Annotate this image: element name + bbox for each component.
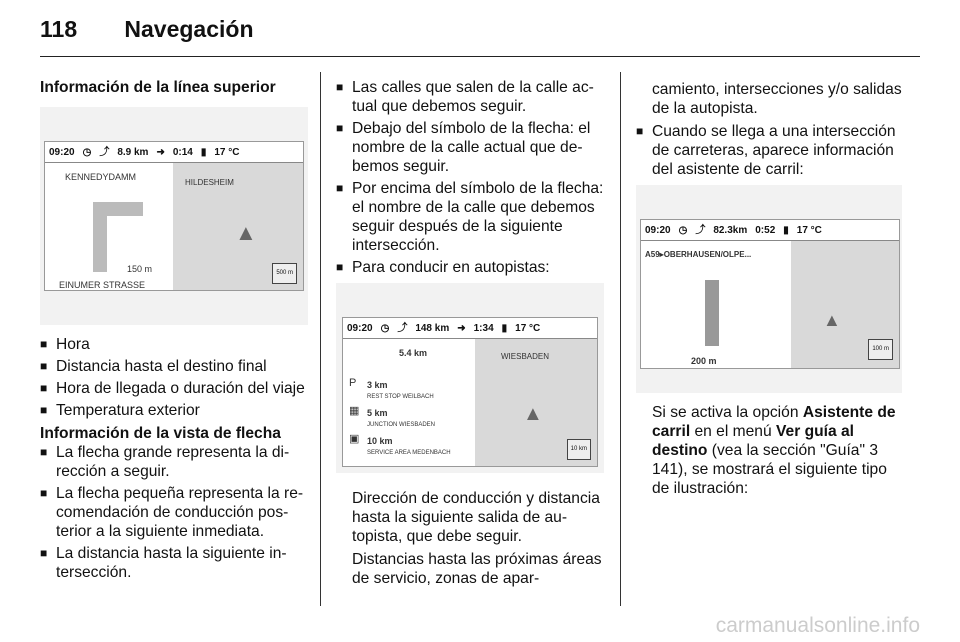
- figure-motorway: [336, 283, 604, 473]
- map-view: [475, 339, 597, 466]
- list-item: ■ Distancia hasta el destino final: [40, 357, 308, 376]
- text: 141), se mostrará el siguiente tipo de ilustración:: [652, 461, 887, 497]
- position-arrow-icon: ▲: [523, 403, 543, 425]
- column-divider: [620, 72, 621, 606]
- poi-name: SERVICE AREA MEDENBACH: [367, 450, 451, 456]
- list-item: ■ Hora: [40, 335, 308, 354]
- nav-screen: [44, 141, 304, 291]
- distance-readout: 82.3km: [713, 224, 748, 236]
- page-ref-icon: 3: [869, 442, 879, 459]
- eta-readout: 1:34: [473, 322, 494, 334]
- list-item: ■ La flecha pequeña representa la recomendación de conducción posterior a la siguiente inmediata.: [40, 484, 308, 541]
- thermometer-icon: ▮: [501, 322, 508, 334]
- distance-icon: ⤴: [397, 322, 408, 334]
- time-readout: 09:20: [645, 224, 671, 236]
- city-label: HILDESHEIM: [185, 178, 234, 187]
- distance-readout: 8.9 km: [117, 146, 149, 158]
- street-top: KENNEDYDAMM: [65, 172, 137, 182]
- column-1: [40, 78, 308, 585]
- position-arrow-icon: ▲: [235, 220, 257, 245]
- distance-icon: ⤴: [99, 146, 110, 158]
- text: Si se activa la opción: [652, 404, 803, 421]
- column-divider: [320, 72, 321, 606]
- eta-icon: ➜: [457, 322, 466, 334]
- list-item: ■ Para conducir en autopistas:: [336, 258, 604, 277]
- page-title: Navegación: [124, 16, 254, 42]
- poi-name: REST STOP WEILBACH: [367, 394, 434, 400]
- section-heading: Información de la vista de flecha: [40, 425, 281, 442]
- text: en el menú: [690, 423, 776, 440]
- map-view: [791, 241, 899, 368]
- page-number: 118: [40, 16, 78, 42]
- status-bar: [343, 318, 597, 339]
- map-scale: 500 m: [272, 263, 297, 284]
- clock-icon: ◷: [82, 146, 92, 158]
- paragraph: camiento, intersecciones y/o salidas de la autopista.: [652, 81, 902, 117]
- map-scale: 10 km: [567, 439, 591, 460]
- column-3: [636, 80, 902, 498]
- section-heading: Información de la línea superior: [40, 79, 276, 96]
- arrow-view-list: [40, 443, 308, 582]
- position-arrow-icon: ▲: [823, 310, 841, 330]
- top-line-list: [40, 335, 308, 420]
- list-item: ■ Debajo del símbolo de la flecha: el nombre de la calle actual que debemos seguir.: [336, 119, 604, 176]
- thermometer-icon: ▮: [200, 146, 207, 158]
- list-item: ■ Cuando se llega a una intersección de carreteras, aparece información del asistente de carril:: [636, 122, 902, 179]
- parking-icon: P: [349, 377, 357, 389]
- list-item: ■ Por encima del símbolo de la flecha: el nombre de la calle que debemos seguir después de la siguiente intersección.: [336, 179, 604, 255]
- eta-icon: ➜: [156, 146, 165, 158]
- nav-screen: [342, 317, 598, 467]
- list-item: ■ Las calles que salen de la calle actual que debemos seguir.: [336, 78, 604, 116]
- temperature-readout: 17 °C: [214, 146, 240, 158]
- eta-readout: 0:52: [755, 224, 776, 236]
- temperature-readout: 17 °C: [796, 224, 822, 236]
- clock-icon: ◷: [678, 224, 688, 236]
- poi-distance: 5 km: [367, 408, 388, 418]
- distance-top: 5.4 km: [399, 348, 428, 358]
- nav-screen: [640, 219, 900, 369]
- status-bar: [641, 220, 899, 241]
- arrow-view-list-continued: [336, 78, 604, 277]
- eta-readout: 0:14: [172, 146, 193, 158]
- list-item: ■ Hora de llegada o duración del viaje: [40, 379, 308, 398]
- text: (vea la sección "Guía": [707, 442, 870, 459]
- poi-distance: 10 km: [367, 436, 393, 446]
- city-label: WIESBADEN: [501, 352, 550, 361]
- big-arrow-icon: [93, 202, 143, 216]
- column-2: [336, 78, 604, 588]
- distance-next: 150 m: [127, 264, 153, 274]
- option-name: Asistente de carril: [652, 404, 896, 440]
- page-header: [40, 16, 254, 43]
- temperature-readout: 17 °C: [515, 322, 541, 334]
- clock-icon: ◷: [380, 322, 390, 334]
- thermometer-icon: ▮: [783, 224, 789, 236]
- list-item: ■ La distancia hasta la siguiente intersección.: [40, 544, 308, 582]
- road-label: A59▸OBERHAUSEN/OLPE...: [645, 250, 752, 259]
- list-item: ■ La flecha grande representa la dirección a seguir.: [40, 443, 308, 481]
- distance-readout: 148 km: [415, 322, 450, 334]
- figure-lane-assist: [636, 185, 902, 393]
- junction-icon: ▦: [349, 405, 360, 417]
- map-scale: 100 m: [868, 339, 893, 360]
- service-area-icon: ▣: [349, 433, 360, 445]
- status-bar: [45, 142, 303, 163]
- figure-top-line: [40, 107, 308, 325]
- time-readout: 09:20: [347, 322, 373, 334]
- list-item: ■ Temperatura exterior: [40, 401, 308, 420]
- paragraph: Distancias hasta las próximas áreas de servicio, zonas de apar-: [352, 551, 602, 587]
- time-readout: 09:20: [49, 146, 75, 158]
- map-view: [173, 163, 303, 290]
- street-bottom: EINUMER STRASSE: [59, 280, 146, 290]
- distance-icon: ⤴: [695, 224, 706, 236]
- poi-distance: 3 km: [367, 380, 388, 390]
- distance-next: 200 m: [691, 356, 717, 366]
- lane-arrow-icon: [705, 280, 719, 346]
- poi-name: JUNCTION WIESBADEN: [367, 422, 436, 428]
- paragraph: Dirección de conducción y distancia hasta la siguiente salida de autopista, que debe seguir.: [352, 490, 600, 545]
- lane-assist-list: [636, 122, 902, 179]
- watermark: carmanualsonline.info: [715, 614, 920, 637]
- menu-name: Ver guía al destino: [652, 423, 854, 459]
- paragraph: [652, 403, 902, 498]
- header-rule: [40, 56, 920, 57]
